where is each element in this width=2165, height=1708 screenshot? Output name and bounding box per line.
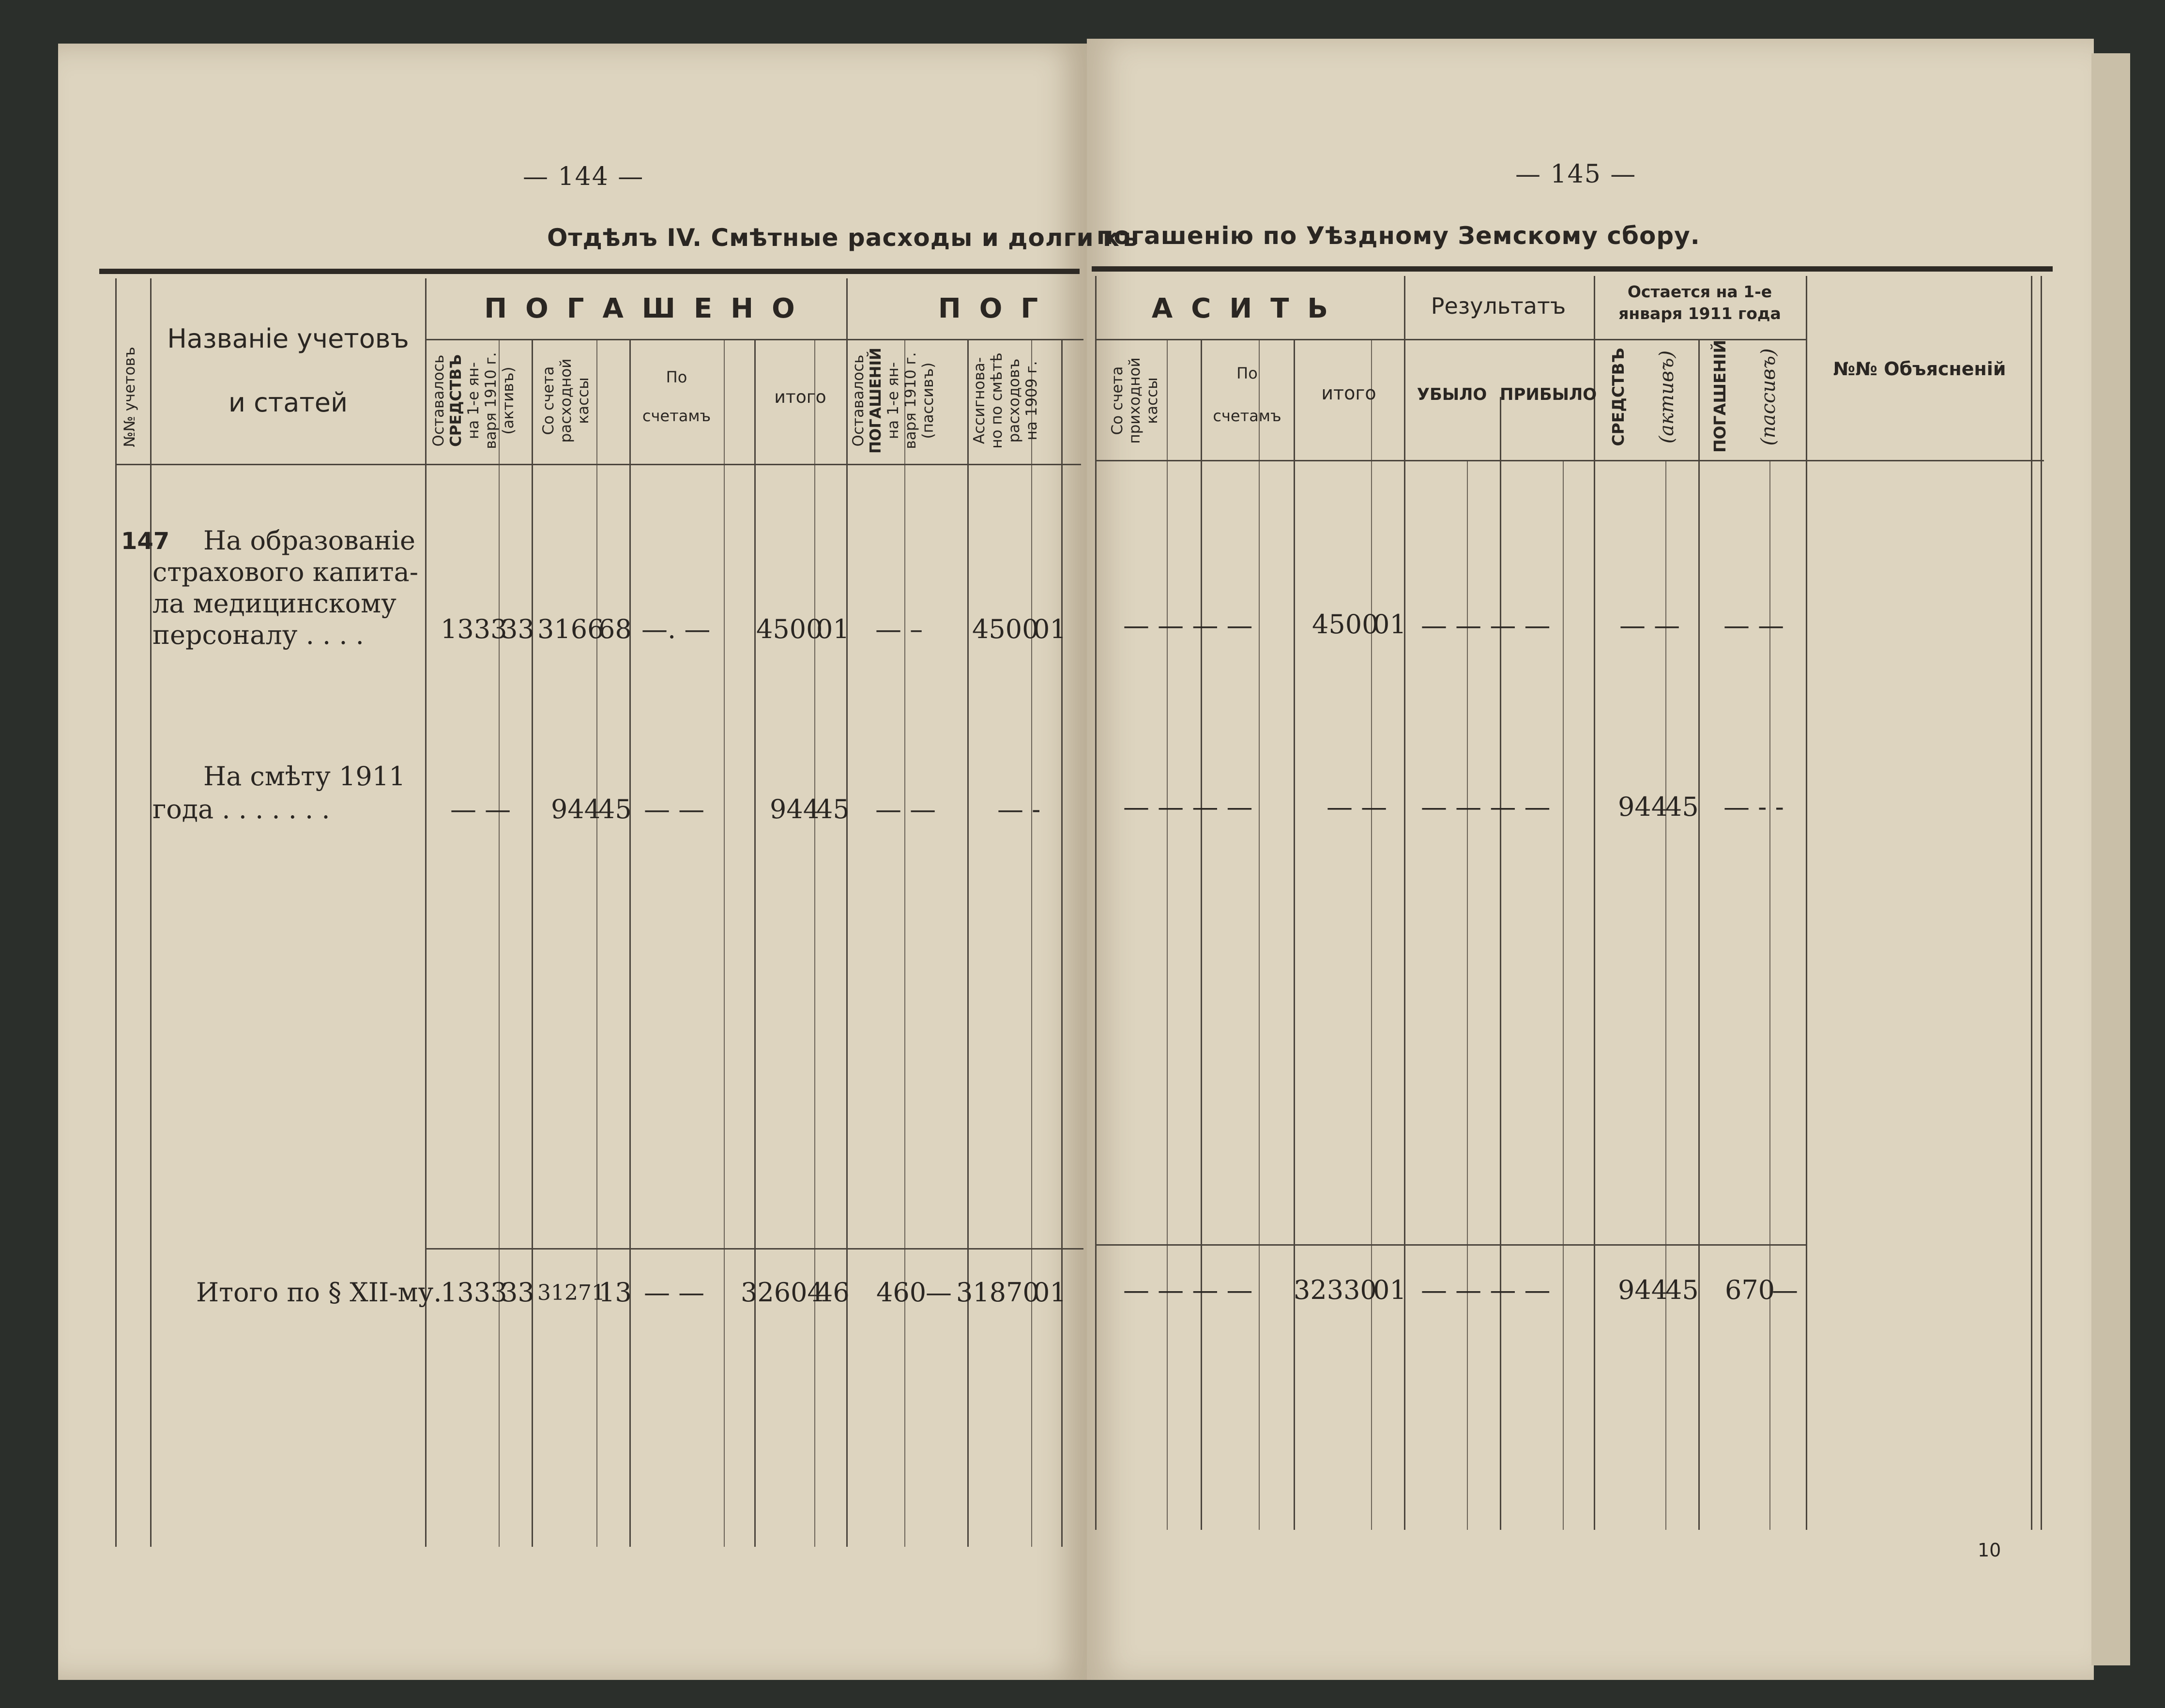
cell-result: — — — — <box>1421 610 1551 640</box>
top-rule-left <box>99 269 1080 274</box>
right-page <box>1087 39 2094 1680</box>
row-name-line: года . . . . . . . <box>152 794 330 824</box>
row-num: 147 <box>121 528 170 555</box>
header-num-col: №№ учетовъ <box>121 347 138 447</box>
cell-prihod: — — — — <box>1123 792 1253 822</box>
cell-ost-pog: — – <box>875 614 923 644</box>
cell-ost-sredstv-kop: 45 <box>1665 1275 1699 1305</box>
row-name-line: На смѣту 1911 <box>203 761 406 792</box>
cell-result: — — — — <box>1421 792 1551 822</box>
header-result: Результатъ <box>1431 293 1566 319</box>
header-po-schetam-2: счетамъ <box>642 407 711 425</box>
cell-itogo-right: 4500 <box>1312 609 1379 640</box>
cell-ost-sredstv: 944 <box>1618 792 1668 822</box>
cell-ost-pogash: — — <box>1723 610 1784 640</box>
section-title-left: Отдѣлъ IV. Смѣтные расходы и долги къ <box>547 224 1139 252</box>
cell-prihod: — — — — <box>1123 610 1253 640</box>
left-page <box>58 44 1087 1680</box>
cell-sredstv: 1333 <box>441 1277 507 1308</box>
cell-ost-pog-kop: — <box>926 1277 952 1308</box>
header-pribylo: ПРИБЫЛО <box>1500 385 1597 404</box>
cell-ost-pogash: — - - <box>1723 792 1784 822</box>
cell-sredstv: — — <box>450 794 511 824</box>
cell-assign-kop: 01 <box>1033 614 1067 644</box>
cell-itogo-left-kop: 46 <box>816 1277 850 1308</box>
cell-itogo-right: 32330 <box>1294 1275 1377 1305</box>
row-name-line: персоналу . . . . <box>152 620 364 650</box>
header-objasn: №№ Объясненій <box>1833 358 2006 380</box>
header-po-schetam-1: По <box>666 368 687 386</box>
section-title-right: погашенію по Уѣздному Земскому сбору. <box>1097 222 1700 250</box>
cell-itogo-left: 32604 <box>741 1277 824 1308</box>
cell-rashod-kop: 13 <box>598 1277 632 1308</box>
header-prihod-kassa: Со счета приходной кассы <box>1109 357 1161 444</box>
header-aktiv: (активъ) <box>1656 350 1678 444</box>
cell-itogo-left: 4500 <box>756 614 823 644</box>
header-ubylo: УБЫЛО <box>1417 385 1487 404</box>
header-po-schetam-r1: По <box>1236 364 1258 382</box>
cell-itogo-right-kop: 01 <box>1373 1275 1406 1305</box>
cell-rashod: 3166 <box>537 614 604 644</box>
page-number-left: — 144 — <box>523 162 644 191</box>
cell-ost-pog: 460 <box>876 1277 927 1308</box>
header-itogo-left: итого <box>774 387 826 407</box>
row-name-line: страхового капита- <box>152 557 418 587</box>
cell-itogo-right: — — <box>1326 792 1387 822</box>
page-number-right: — 145 — <box>1515 160 1637 189</box>
cell-sredstv-kop: 33 <box>501 614 534 644</box>
top-rule-right <box>1092 266 2053 272</box>
cell-assign: — - <box>997 794 1041 824</box>
header-pog: ПОГ <box>938 293 1057 324</box>
header-sredstv: СРЕДСТВЪ <box>1609 348 1628 446</box>
cell-ost-pog: — — <box>875 794 936 824</box>
header-ost-pogash: Оставалось ПОГАШЕНІЙ на 1-е ян- варя 1910 г. (пассивъ) <box>850 348 937 454</box>
cell-sredstv: 1333 <box>441 614 507 644</box>
cell-po-schetam: —. — <box>641 614 711 644</box>
header-ostaetsya-1: Остается на 1-е <box>1627 282 1772 301</box>
cell-rashod-kop: 45 <box>598 794 632 824</box>
header-ost-sredstv: Оставалось СРЕДСТВЪ на 1-е ян- варя 1910 г. (активъ) <box>430 352 517 449</box>
header-pogasheno: ПОГАШЕНО <box>484 293 813 324</box>
cell-prihod: — — — — <box>1123 1275 1253 1305</box>
cell-ost-sredstv-kop: 45 <box>1665 792 1699 822</box>
header-pogasheniy: ПОГАШЕНІЙ <box>1710 339 1729 453</box>
header-ostaetsya-2: января 1911 года <box>1618 304 1781 323</box>
cell-result: — — — — <box>1421 1275 1551 1305</box>
cell-po-schetam: — — <box>644 1277 705 1308</box>
cell-ost-pogash: 670 <box>1725 1275 1775 1305</box>
cell-assign: 4500 <box>972 614 1039 644</box>
header-rashod-kassa: Со счета расходной кассы <box>540 358 592 443</box>
cell-itogo-left-kop: 45 <box>816 794 850 824</box>
header-asit: АСИТЬ <box>1151 293 1347 324</box>
header-itogo-right: итого <box>1321 382 1376 404</box>
cell-assign: 31870 <box>956 1277 1039 1308</box>
cell-itogo-left: 944 <box>770 794 820 824</box>
cell-itogo-left-kop: 01 <box>816 614 850 644</box>
cell-ost-sredstv: — — <box>1619 610 1680 640</box>
header-name-1: Названіе учетовъ <box>167 323 409 354</box>
cell-itogo-right-kop: 01 <box>1373 609 1406 640</box>
header-name-2: и статей <box>228 387 348 418</box>
header-assign: Ассигнова- но по смѣтѣ расходовъ на 1909 г. <box>971 352 1040 449</box>
cell-rashod: 944 <box>551 794 601 824</box>
cell-assign-kop: 01 <box>1033 1277 1067 1308</box>
page-edge <box>2091 53 2130 1665</box>
signature-number: 10 <box>1978 1540 2001 1561</box>
cell-ost-sredstv: 944 <box>1618 1275 1668 1305</box>
header-passiv: (пассивъ) <box>1757 348 1780 446</box>
cell-po-schetam: — — <box>644 794 705 824</box>
row-name-line: Итого по § XII-му. <box>196 1277 442 1308</box>
row-name-line: На образованіе <box>203 525 416 556</box>
cell-ost-pogash-kop: — <box>1772 1275 1798 1305</box>
cell-rashod-kop: 68 <box>598 614 632 644</box>
cell-rashod: 31271 <box>537 1281 605 1305</box>
header-po-schetam-r2: счетамъ <box>1213 407 1281 425</box>
row-name-line: ла медицинскому <box>152 588 396 619</box>
cell-sredstv-kop: 33 <box>501 1277 534 1308</box>
